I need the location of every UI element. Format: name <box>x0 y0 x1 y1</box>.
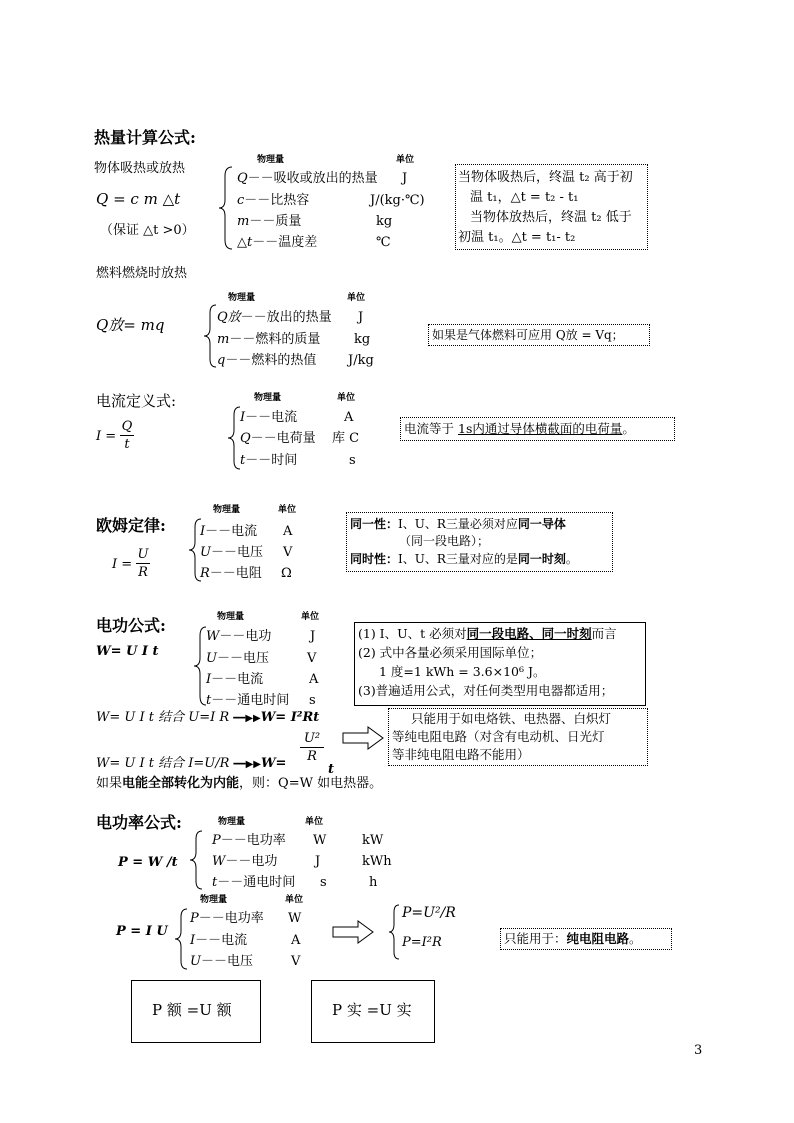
work-pure-note-line: 只能用于如电烙铁、电热器、白炽灯 <box>411 711 612 726</box>
fuel-row-unit: J/kg <box>348 353 374 368</box>
current-brace-icon <box>227 406 241 470</box>
ohm-row-unit: V <box>283 545 293 560</box>
work-note-line: (2) 式中各量必须采用国际单位； <box>358 645 543 660</box>
work-row-unit: V <box>307 651 317 666</box>
fuel-formula: Q放= mq <box>96 316 165 334</box>
work-row-sym: W <box>206 629 220 644</box>
work-row-desc: －－电压 <box>216 651 269 666</box>
current-row-sym: Q <box>240 431 251 446</box>
power-row-desc: －－电功率 <box>220 833 286 848</box>
power-derived1: P=U²/R <box>402 905 456 921</box>
power-row-unit: W <box>313 833 327 848</box>
power-formula2: P = I U <box>116 924 168 939</box>
power2-row-unit: V <box>291 954 301 969</box>
ohm-fraction <box>136 548 150 579</box>
work-combo2-t: t <box>328 762 335 777</box>
heat-formula: Q = c m △t <box>96 190 181 208</box>
power2-unit-header: 单位 <box>285 895 304 905</box>
power-row-sym: P <box>212 833 221 848</box>
work-note-line: (1) I、U、t 必须对 <box>358 626 467 641</box>
current-numerator: Q <box>121 419 133 434</box>
power-pure-note-box <box>500 928 672 950</box>
heat-row-desc: －－吸收或放出的热量 <box>247 171 378 186</box>
heat-row-sym: Q <box>237 171 248 186</box>
work-pure-note-line: 等非纯电阻电路不能用） <box>392 747 530 762</box>
heat-row-unit: ℃ <box>376 235 391 250</box>
ohm-formula-lhs: I = <box>112 557 133 572</box>
power-pure-note: 只能用于： <box>504 931 567 946</box>
power2-row-desc: －－电功率 <box>198 911 264 926</box>
current-formula-lhs: I = <box>96 429 117 444</box>
work-qty-header: 物理量 <box>217 612 245 622</box>
double-arrow-icon: ━━▶▶ <box>233 713 261 724</box>
current-row-desc: －－电荷量 <box>250 431 316 446</box>
ohm-title: 欧姆定律: <box>96 516 166 535</box>
heat-row-desc: －－质量 <box>249 214 302 229</box>
work-combo2-fraction <box>300 732 324 763</box>
work-combo1: W= U I t 结合 U=I R <box>96 710 234 725</box>
fuel-brace-icon <box>203 304 217 368</box>
ohm-row-desc: －－电阻 <box>209 566 262 581</box>
ohm-note-text: I、U、R三量必须对应 <box>398 517 518 531</box>
heat-row-desc: －－温度差 <box>252 235 318 250</box>
heat-row-desc: －－比热容 <box>244 193 310 208</box>
rated-power: P 额 =U 额 <box>152 1001 232 1019</box>
power-brace-icon <box>189 830 203 890</box>
power-row-desc: －－电功 <box>225 854 278 869</box>
work-row-sym: t <box>206 693 212 708</box>
fuel-row-sym: q <box>217 353 226 368</box>
right-arrow-icon <box>332 920 374 944</box>
ohm-note-box <box>346 512 613 572</box>
heat-row-unit: J/(kg·℃) <box>370 193 425 208</box>
power2-row-desc: －－电流 <box>195 933 248 948</box>
ohm-note-bold: 同时性： <box>350 552 399 566</box>
current-row-unit: A <box>344 410 354 425</box>
power2-qty-header: 物理量 <box>200 895 228 905</box>
work-note-line: 1 度=1 kWh = 3.6×10⁶ J。 <box>379 664 546 679</box>
ohm-row-desc: －－电压 <box>210 545 263 560</box>
power-row-unit2: h <box>369 875 378 890</box>
ohm-row-sym: I <box>200 524 206 539</box>
ohm-note-bold: 同一时刻 <box>517 552 566 566</box>
power2-row-desc: －－电压 <box>200 954 253 969</box>
power-pure-note-bold: 纯电阻电路 <box>566 931 630 946</box>
fuel-qty-header: 物理量 <box>228 293 256 303</box>
work-combo2-numerator: U² <box>303 731 321 746</box>
ohm-note-bold: 同一导体 <box>517 517 566 531</box>
work-pure-note-line: 等纯电阻电路（对含有电动机、日光灯 <box>392 729 605 744</box>
fuel-row-sym: m <box>217 332 230 347</box>
current-row-sym: t <box>240 453 246 468</box>
work-conclusion: ，则：Q=W 如电热器。 <box>239 776 383 791</box>
power-unit-header: 单位 <box>305 817 324 827</box>
power2-row-sym: U <box>190 954 201 969</box>
work-combo2-result: W= <box>260 756 287 771</box>
current-row-unit: 库 C <box>332 431 360 446</box>
power-row-unit2: kWh <box>362 854 392 869</box>
work-combo2: W= U I t 结合 I=U/R <box>96 756 234 771</box>
work-row-unit: J <box>310 629 316 644</box>
current-note-prefix: 电流等于 <box>404 421 455 436</box>
work-formula: W= U I t <box>96 644 159 659</box>
fuel-unit-header: 单位 <box>347 293 366 303</box>
heat-row-unit: J <box>402 171 408 186</box>
heat-note-line: 初温 t₁。△t = t₁- t₂ <box>458 230 576 245</box>
power-row-unit: s <box>320 875 327 890</box>
ohm-unit-header: 单位 <box>278 505 297 515</box>
current-note-underlined: 1s内通过导体横截面的电荷量 <box>458 421 623 436</box>
work-title: 电功公式: <box>96 616 166 635</box>
work-combo1-result: W= I²Rt <box>260 710 320 725</box>
work-note-box <box>354 622 646 706</box>
power-row-sym: t <box>212 875 218 890</box>
ohm-row-sym: U <box>200 545 211 560</box>
fuel-row-desc: －－放出的热量 <box>240 310 332 325</box>
power-pure-note: 。 <box>629 931 642 946</box>
current-denominator: t <box>124 437 130 452</box>
page-number: 3 <box>694 1043 703 1058</box>
fuel-row-desc: －－燃料的质量 <box>229 332 321 347</box>
work-row-unit: A <box>309 672 319 687</box>
ohm-qty-header: 物理量 <box>213 505 241 515</box>
ohm-row-unit: Ω <box>281 566 292 581</box>
work-conclusion-bold: 电能全部转化为内能 <box>122 776 240 791</box>
fuel-row-sym: Q放 <box>217 310 241 325</box>
work-row-sym: I <box>206 672 212 687</box>
heat-unit-header: 单位 <box>396 155 415 165</box>
fuel-row-unit: J <box>358 310 364 325</box>
work-row-desc: －－电流 <box>211 672 264 687</box>
power-row-sym: W <box>212 854 226 869</box>
heat-row-sym: c <box>237 193 245 208</box>
current-title: 电流定义式: <box>96 392 177 410</box>
power-qty-header: 物理量 <box>218 817 246 827</box>
ohm-note-bold: 同一性： <box>350 517 399 531</box>
fuel-row-unit: kg <box>354 332 371 347</box>
current-note-suffix: 。 <box>622 421 635 436</box>
ohm-row-unit: A <box>283 524 293 539</box>
ohm-note-text: 。 <box>565 552 578 566</box>
power-formula1: P = W /t <box>118 855 178 870</box>
heat-note-line: 温 t₁，△t = t₂ - t₁ <box>470 190 579 205</box>
heat-subtitle: 物体吸热或放热 <box>94 161 186 176</box>
heat-qty-header: 物理量 <box>257 155 285 165</box>
work-note-line: 而言 <box>591 626 617 641</box>
work-row-sym: U <box>206 651 217 666</box>
heat-note-line: 当物体吸热后，终温 t₂ 高于初 <box>458 170 633 185</box>
current-row-desc: －－电流 <box>245 410 298 425</box>
heat-row-sym: △t <box>237 235 253 250</box>
double-arrow-icon: ━━▶▶ <box>233 759 261 770</box>
ohm-note-text: （同一段电路）； <box>399 534 490 548</box>
work-row-desc: －－电功 <box>219 629 272 644</box>
power2-row-sym: P <box>190 911 199 926</box>
current-row-unit: s <box>349 453 356 468</box>
heat-brace-icon <box>218 166 234 250</box>
ohm-row-sym: R <box>200 566 210 581</box>
fuel-row-desc: －－燃料的热值 <box>225 353 317 368</box>
power-row-desc: －－通电时间 <box>217 875 296 890</box>
work-pure-note-box <box>388 708 648 766</box>
work-note-underlined: 同一段电路、同一时刻 <box>466 626 592 641</box>
work-row-unit: s <box>309 693 316 708</box>
power2-brace-icon <box>174 908 188 970</box>
fuel-note-box <box>428 324 650 346</box>
power2-row-unit: W <box>288 911 302 926</box>
ohm-numerator: U <box>137 547 149 562</box>
work-unit-header: 单位 <box>301 612 320 622</box>
power-title: 电功率公式: <box>96 813 182 832</box>
power2-row-unit: A <box>291 933 301 948</box>
power-row-unit2: kW <box>362 833 384 848</box>
current-qty-header: 物理量 <box>254 393 282 403</box>
heat-title: 热量计算公式: <box>94 128 196 147</box>
work-brace-icon <box>193 626 207 706</box>
power-row-unit: J <box>315 854 321 869</box>
current-row-sym: I <box>240 410 246 425</box>
fuel-subtitle: 燃料燃烧时放热 <box>96 266 188 281</box>
power-derived-brace-icon <box>388 904 400 960</box>
right-arrow-icon <box>342 726 384 750</box>
work-note-line: (3)普遍适用公式，对任何类型用电器都适用； <box>358 683 614 698</box>
fuel-note: 如果是气体燃料可应用 Q放 = Vq； <box>432 328 624 342</box>
work-row-desc: －－通电时间 <box>211 693 290 708</box>
power2-row-sym: I <box>190 933 196 948</box>
current-note-box <box>400 417 675 441</box>
heat-row-sym: m <box>237 214 250 229</box>
heat-note-line: 当物体放热后，终温 t₂ 低于 <box>470 210 632 225</box>
heat-note-box <box>455 164 648 250</box>
work-conclusion: 如果 <box>96 776 123 791</box>
actual-power-box <box>311 980 435 1043</box>
ohm-denominator: R <box>138 565 148 580</box>
ohm-note-text: I、U、R三量对应的是 <box>398 552 518 566</box>
power-derived2: P=I²R <box>402 935 442 950</box>
heat-row-unit: kg <box>376 214 393 229</box>
current-row-desc: －－时间 <box>245 453 298 468</box>
actual-power: P 实 =U 实 <box>332 1001 412 1019</box>
rated-power-box <box>131 980 261 1043</box>
current-unit-header: 单位 <box>337 393 356 403</box>
heat-condition: （保证 △t >0） <box>100 223 195 238</box>
ohm-row-desc: －－电流 <box>205 524 258 539</box>
work-combo2-denominator: R <box>307 749 317 764</box>
current-fraction <box>120 420 134 451</box>
